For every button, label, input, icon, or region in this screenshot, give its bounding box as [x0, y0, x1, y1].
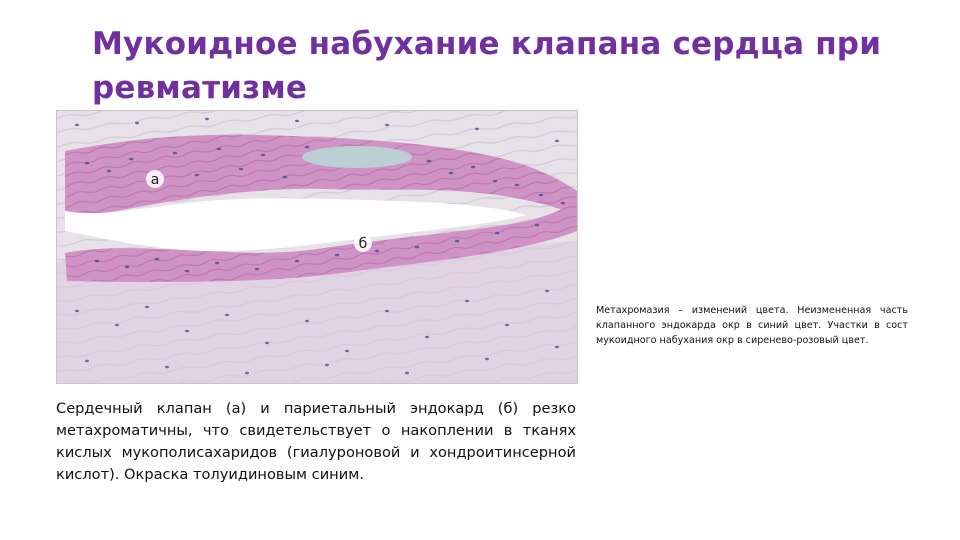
- slide-title: Мукоидное набухание клапана сердца при ревматизме: [92, 26, 882, 106]
- label-a: а: [150, 172, 160, 188]
- micrograph-caption: Сердечный клапан (а) и париетальный эндокард (б) резко метахроматичны, что свидетельствует о накоплении в тканях кислых мукополисахаридов (гиалуроновой и хондроитинсерной кислот). Окраска толуидиновым синим.: [56, 400, 576, 483]
- micrograph-image: [56, 110, 578, 384]
- micrograph-svg: [57, 111, 577, 383]
- unchanged-endocardium: [302, 146, 412, 168]
- label-b: б: [358, 236, 368, 252]
- metachromasia-note: Метахромазия – изменений цвета. Неизмененная часть клапанного эндокарда окр в синий цвет. Участки в сост мукоидного набухания окр в сиренево-розовый цвет.: [596, 305, 908, 346]
